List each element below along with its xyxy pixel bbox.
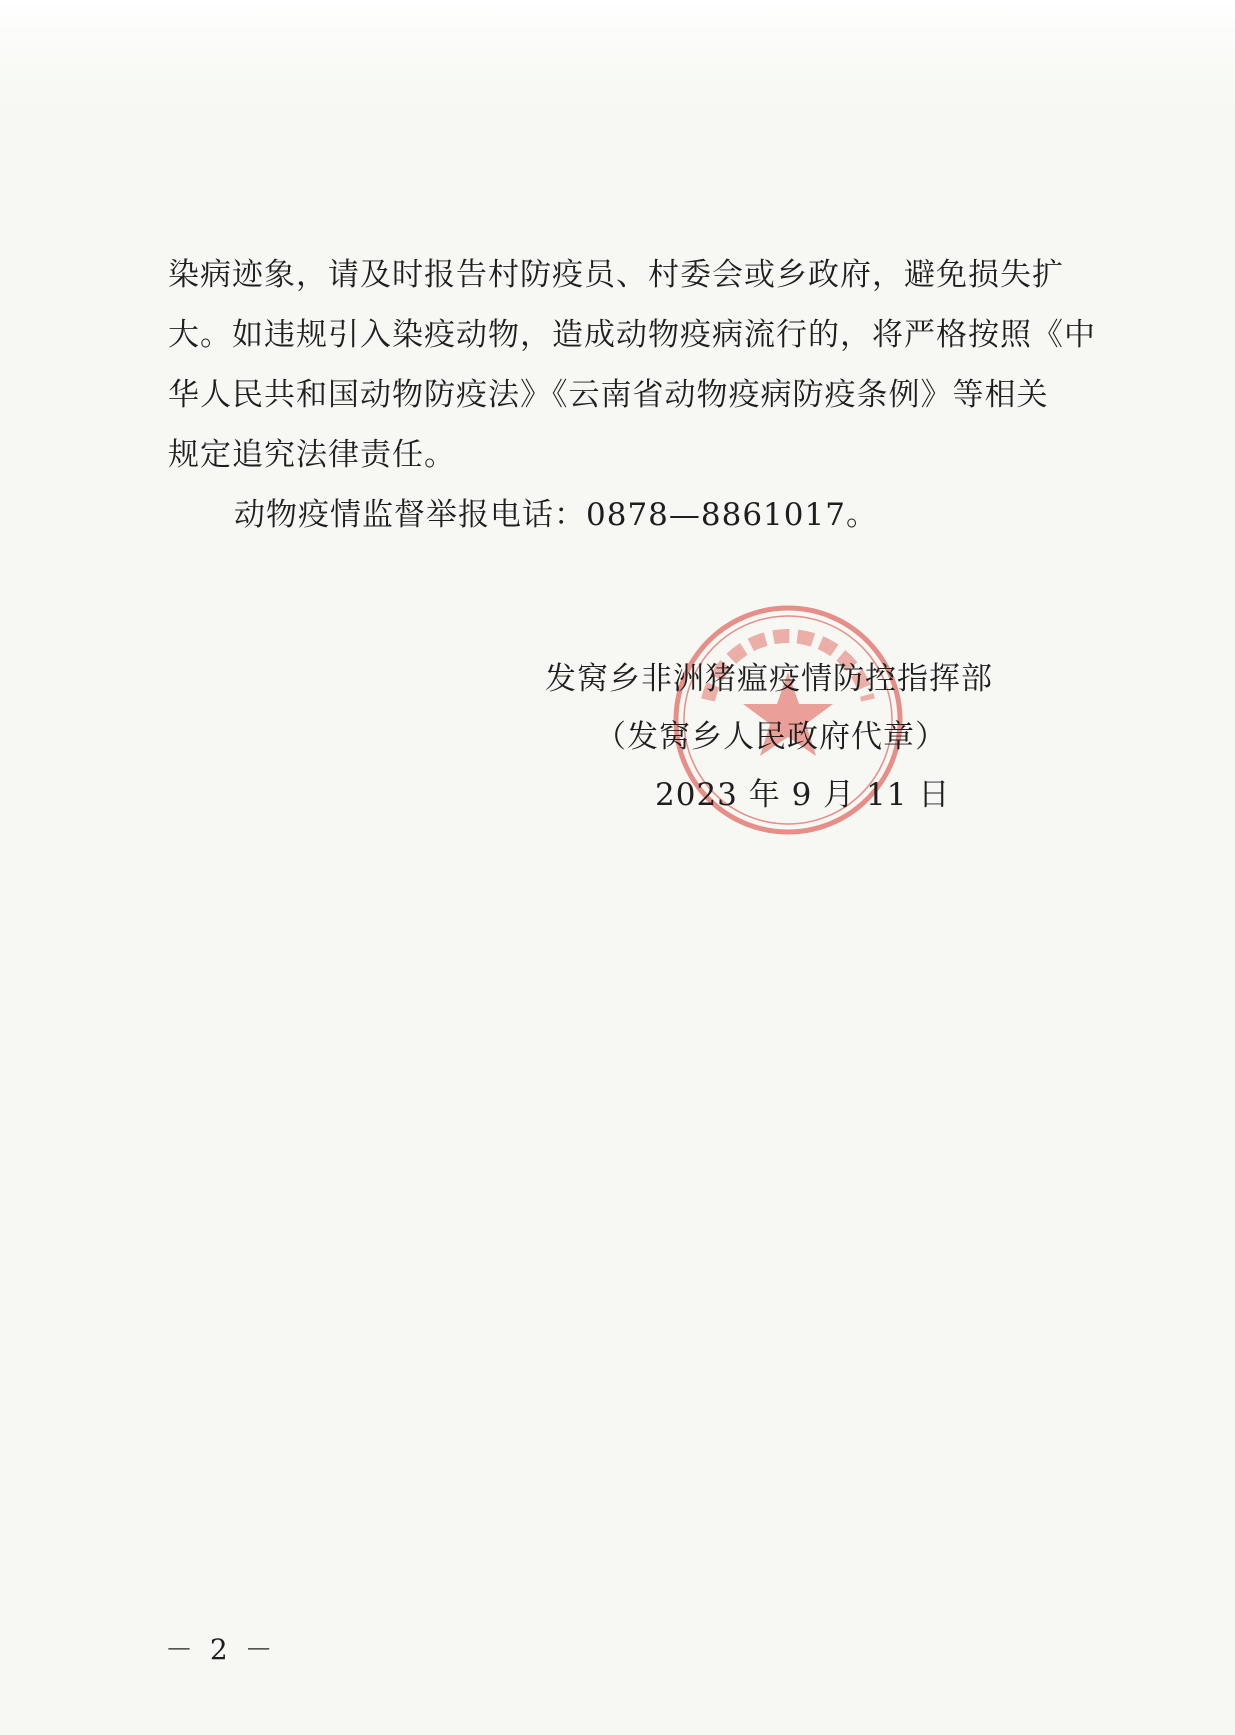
signature-block — [500, 650, 1040, 824]
paragraph-line: 染病迹象，请及时报告村防疫员、村委会或乡政府，避免损失扩 — [168, 257, 1064, 293]
signature-seal-note: （发窝乡人民政府代章） — [595, 719, 947, 755]
paragraph-line: 规定追究法律责任。 — [168, 437, 456, 473]
signature-date: 2023 年 9 月 11 日 — [655, 777, 951, 813]
page-number: － 2 － — [165, 1633, 277, 1666]
body-text — [168, 245, 1096, 545]
paragraph-line: 大。如违规引入染疫动物，造成动物疫病流行的，将严格按照《中 — [168, 317, 1096, 353]
page-top-band — [0, 0, 1235, 110]
signature-organization: 发窝乡非洲猪瘟疫情防控指挥部 — [545, 661, 993, 697]
hotline-line: 动物疫情监督举报电话：0878—8861017。 — [234, 497, 878, 533]
paragraph-line: 华人民共和国动物防疫法》《云南省动物疫病防疫条例》等相关 — [168, 377, 1049, 413]
